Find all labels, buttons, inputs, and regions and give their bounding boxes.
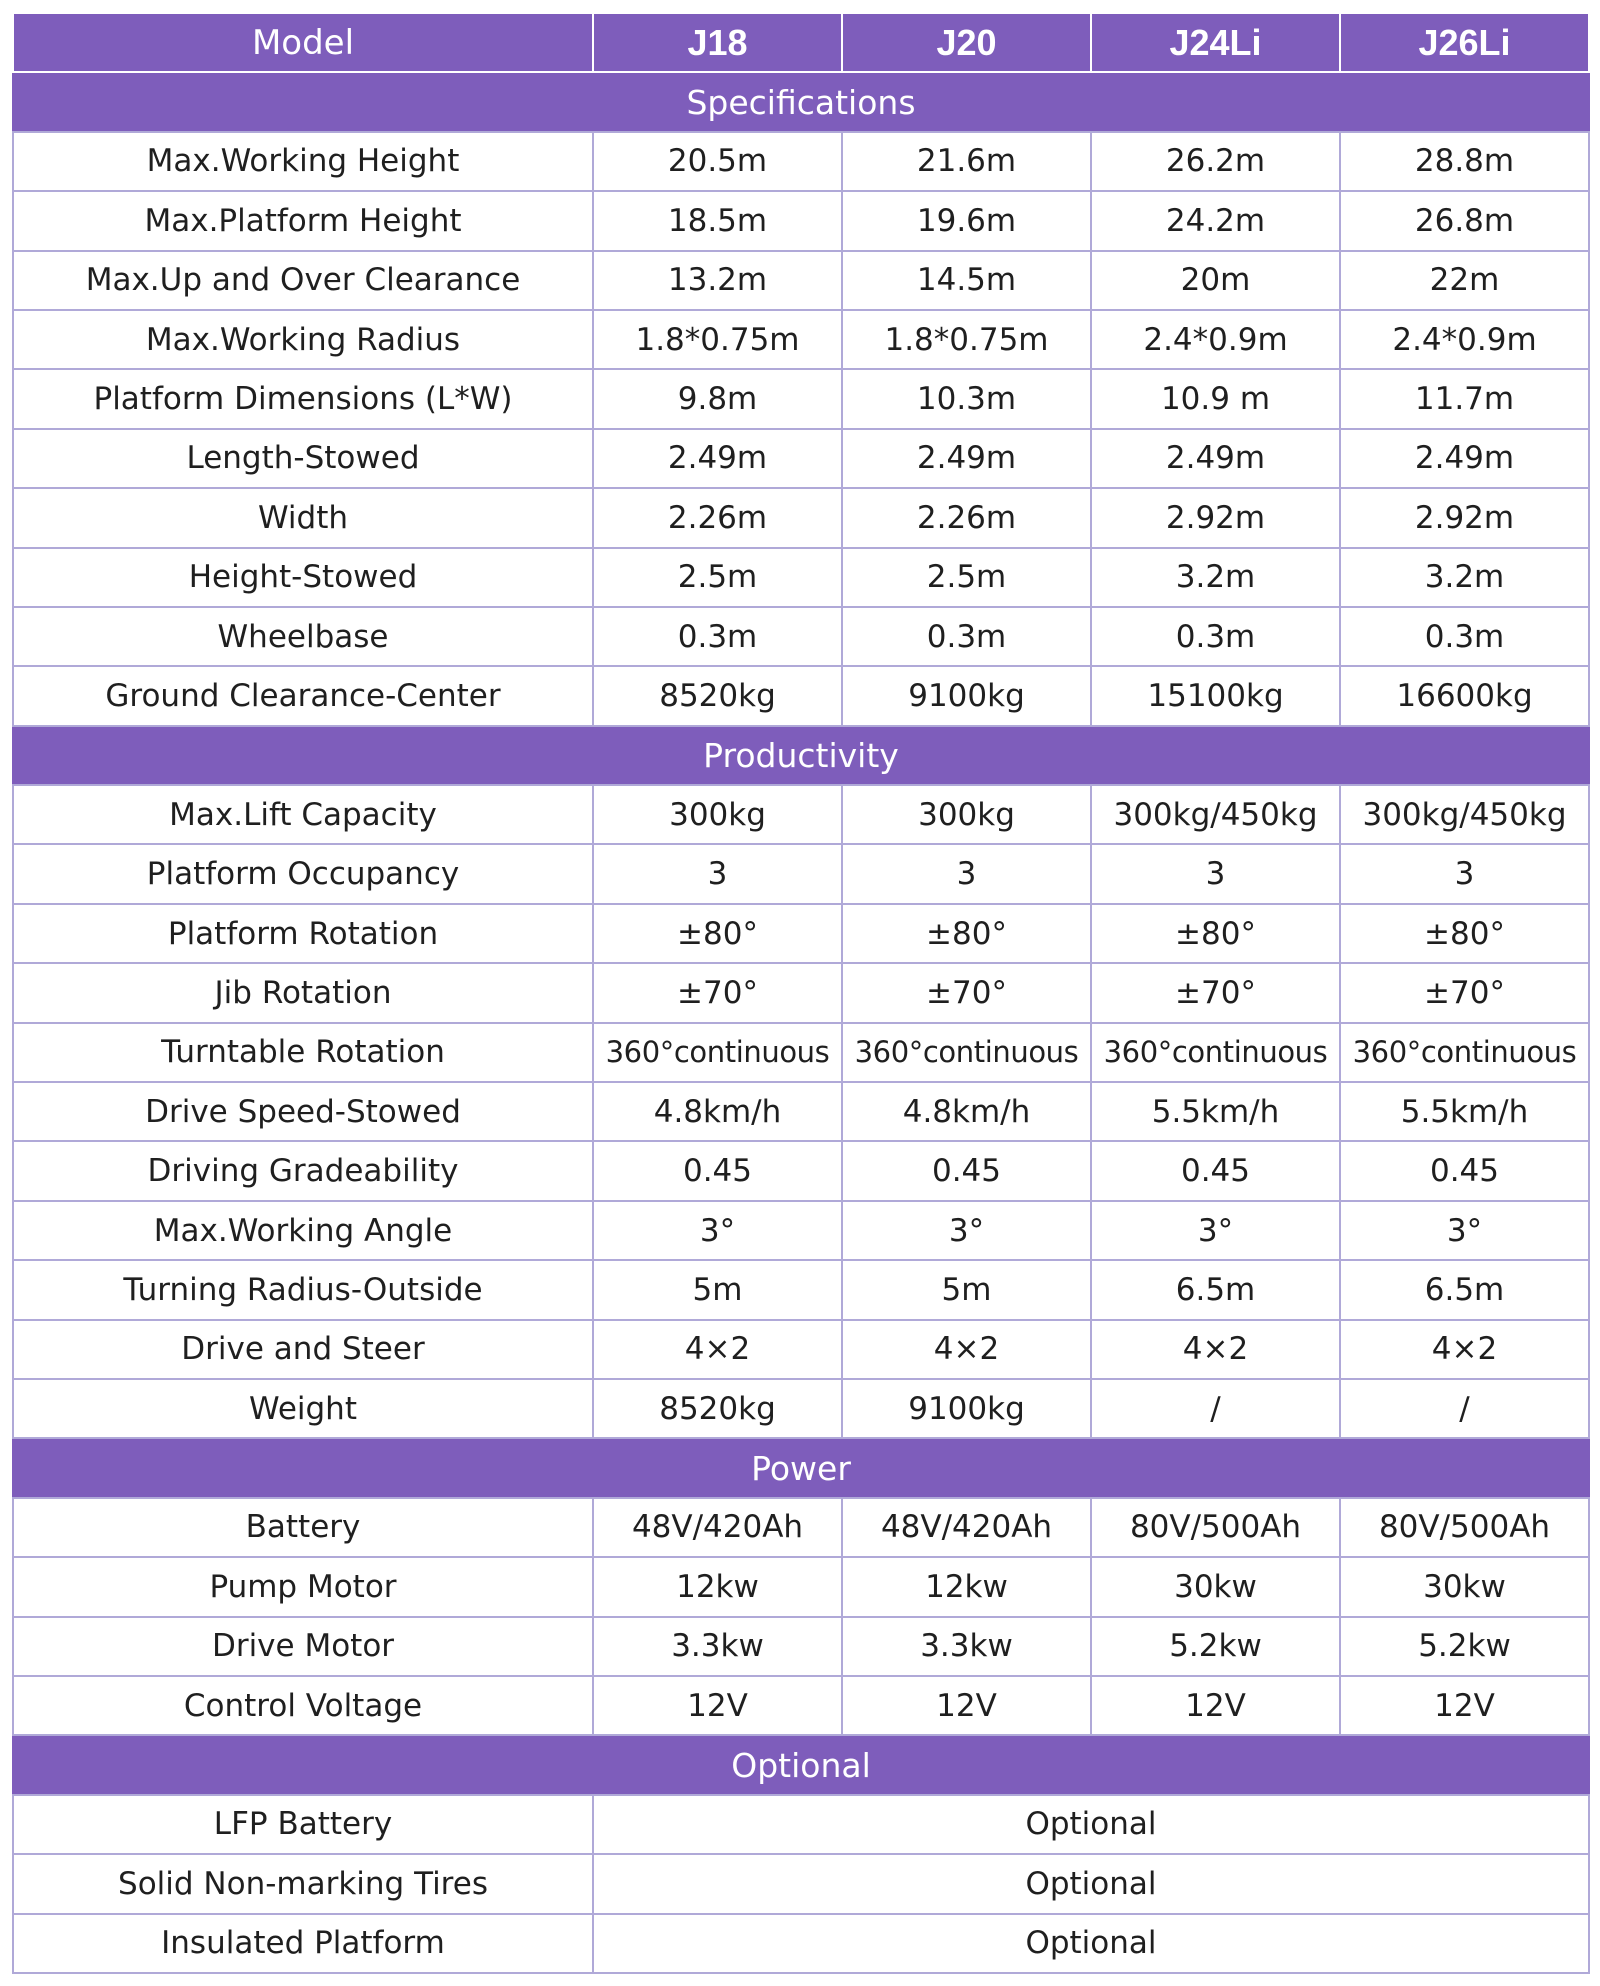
row-value-j24li: 3.2m [1091, 548, 1340, 607]
section-header-productivity [13, 726, 1589, 785]
row-label: Control Voltage [13, 1676, 593, 1735]
row-value-j26li: 5.5km/h [1340, 1082, 1589, 1141]
table-row [13, 904, 1589, 963]
row-value-j26li: 30kw [1340, 1557, 1589, 1616]
section-header-power [13, 1438, 1589, 1497]
row-value-j26li: 2.49m [1340, 429, 1589, 488]
row-value-j26li: 3 [1340, 844, 1589, 903]
row-value-j18: 3° [593, 1201, 842, 1260]
section-header-specifications [13, 72, 1589, 131]
row-value-j20: 9100kg [842, 666, 1091, 725]
row-value-j24li: 80V/500Ah [1091, 1498, 1340, 1557]
table-row [13, 1617, 1589, 1676]
row-value-j26li: 4×2 [1340, 1320, 1589, 1379]
row-value-j18: 0.45 [593, 1141, 842, 1200]
row-value-j18: 0.3m [593, 607, 842, 666]
table-row [13, 785, 1589, 844]
row-value-j18: ±80° [593, 904, 842, 963]
row-value-j20: 300kg [842, 785, 1091, 844]
row-value-j20: ±80° [842, 904, 1091, 963]
row-value-j24li: 2.4*0.9m [1091, 310, 1340, 369]
row-label: Max.Working Radius [13, 310, 593, 369]
row-value-j24li: 5.2kw [1091, 1617, 1340, 1676]
row-value-j24li: 300kg/450kg [1091, 785, 1340, 844]
row-value-j18: 2.5m [593, 548, 842, 607]
row-value-j26li: 28.8m [1340, 132, 1589, 191]
row-value-j20: ±70° [842, 963, 1091, 1022]
table-row [13, 132, 1589, 191]
section-title: Productivity [13, 726, 1589, 785]
row-value: Optional [593, 1914, 1589, 1974]
row-value-j26li: 2.92m [1340, 488, 1589, 547]
row-value-j26li: 3° [1340, 1201, 1589, 1260]
row-value-j26li: ±80° [1340, 904, 1589, 963]
row-value-j24li: 0.45 [1091, 1141, 1340, 1200]
header-row [13, 13, 1589, 72]
row-value-j20: 0.45 [842, 1141, 1091, 1200]
row-label: Platform Dimensions (L*W) [13, 369, 593, 428]
row-value-j20: 12kw [842, 1557, 1091, 1616]
row-label: Driving Gradeability [13, 1141, 593, 1200]
table-row [13, 548, 1589, 607]
table-row [13, 844, 1589, 903]
row-value-j24li: 3° [1091, 1201, 1340, 1260]
table-row [13, 191, 1589, 250]
row-value-j24li: 2.92m [1091, 488, 1340, 547]
row-value-j18: 20.5m [593, 132, 842, 191]
model-header: Model [13, 13, 593, 72]
row-value-j18: 4.8km/h [593, 1082, 842, 1141]
table-row [13, 963, 1589, 1022]
row-value-j26li: 22m [1340, 251, 1589, 310]
row-value-j18: 2.26m [593, 488, 842, 547]
row-value-j26li: 26.8m [1340, 191, 1589, 250]
row-value-j24li: 12V [1091, 1676, 1340, 1735]
table-row [13, 1201, 1589, 1260]
row-value-j26li: 11.7m [1340, 369, 1589, 428]
row-label: Wheelbase [13, 607, 593, 666]
row-value-j24li: 2.49m [1091, 429, 1340, 488]
table-row [13, 666, 1589, 725]
row-label: Length-Stowed [13, 429, 593, 488]
row-label: Max.Lift Capacity [13, 785, 593, 844]
row-value-j18: 360°continuous [593, 1023, 842, 1082]
row-value-j18: ±70° [593, 963, 842, 1022]
table-row [13, 1023, 1589, 1082]
model-header-j24li: J24Li [1091, 13, 1340, 72]
row-value-j24li: 24.2m [1091, 191, 1340, 250]
table-row [13, 369, 1589, 428]
table-row [13, 1320, 1589, 1379]
section-header-optional [13, 1735, 1589, 1794]
row-value-j18: 300kg [593, 785, 842, 844]
row-value-j20: 4.8km/h [842, 1082, 1091, 1141]
table-row [13, 1498, 1589, 1557]
row-value-j26li: 12V [1340, 1676, 1589, 1735]
row-value-j18: 5m [593, 1260, 842, 1319]
row-value-j18: 3 [593, 844, 842, 903]
row-value-j20: 3° [842, 1201, 1091, 1260]
row-value-j24li: 20m [1091, 251, 1340, 310]
row-value-j18: 18.5m [593, 191, 842, 250]
row-value-j20: 48V/420Ah [842, 1498, 1091, 1557]
row-value-j26li: 300kg/450kg [1340, 785, 1589, 844]
row-value-j18: 13.2m [593, 251, 842, 310]
row-value-j18: 2.49m [593, 429, 842, 488]
row-value-j20: 2.5m [842, 548, 1091, 607]
row-value-j20: 3 [842, 844, 1091, 903]
row-value-j20: 19.6m [842, 191, 1091, 250]
row-label: Width [13, 488, 593, 547]
table-row [13, 251, 1589, 310]
row-value-j20: 1.8*0.75m [842, 310, 1091, 369]
row-value-j24li: 15100kg [1091, 666, 1340, 725]
row-value-j24li: 360°continuous [1091, 1023, 1340, 1082]
row-value-j18: 8520kg [593, 1379, 842, 1438]
table-row [13, 1914, 1589, 1974]
row-value-j20: 21.6m [842, 132, 1091, 191]
row-label: Solid Non-marking Tires [13, 1854, 593, 1913]
row-value-j20: 2.49m [842, 429, 1091, 488]
row-label: Drive and Steer [13, 1320, 593, 1379]
section-title: Power [13, 1438, 1589, 1497]
row-value-j26li: 6.5m [1340, 1260, 1589, 1319]
row-value-j18: 9.8m [593, 369, 842, 428]
row-value-j20: 0.3m [842, 607, 1091, 666]
row-value: Optional [593, 1795, 1589, 1854]
table-row [13, 1795, 1589, 1854]
row-label: Insulated Platform [13, 1914, 593, 1974]
row-value-j18: 12V [593, 1676, 842, 1735]
row-value-j20: 5m [842, 1260, 1091, 1319]
row-value-j26li: 5.2kw [1340, 1617, 1589, 1676]
row-value-j24li: ±80° [1091, 904, 1340, 963]
row-label: Turntable Rotation [13, 1023, 593, 1082]
row-value-j18: 48V/420Ah [593, 1498, 842, 1557]
row-label: Drive Speed-Stowed [13, 1082, 593, 1141]
row-label: Platform Occupancy [13, 844, 593, 903]
spec-table [12, 12, 1590, 1974]
row-label: Ground Clearance-Center [13, 666, 593, 725]
row-label: Max.Up and Over Clearance [13, 251, 593, 310]
row-value: Optional [593, 1854, 1589, 1913]
row-value-j20: 2.26m [842, 488, 1091, 547]
row-value-j18: 8520kg [593, 666, 842, 725]
row-label: Platform Rotation [13, 904, 593, 963]
table-row [13, 607, 1589, 666]
table-row [13, 1260, 1589, 1319]
row-label: Weight [13, 1379, 593, 1438]
row-label: Battery [13, 1498, 593, 1557]
row-value-j18: 12kw [593, 1557, 842, 1616]
row-value-j26li: 3.2m [1340, 548, 1589, 607]
row-value-j20: 14.5m [842, 251, 1091, 310]
row-value-j18: 1.8*0.75m [593, 310, 842, 369]
row-label: LFP Battery [13, 1795, 593, 1854]
row-label: Max.Platform Height [13, 191, 593, 250]
row-value-j26li: 0.45 [1340, 1141, 1589, 1200]
table-row [13, 1676, 1589, 1735]
row-value-j18: 4×2 [593, 1320, 842, 1379]
row-label: Turning Radius-Outside [13, 1260, 593, 1319]
row-value-j24li: 3 [1091, 844, 1340, 903]
row-value-j24li: 26.2m [1091, 132, 1340, 191]
row-label: Max.Working Height [13, 132, 593, 191]
row-label: Height-Stowed [13, 548, 593, 607]
row-value-j24li: 4×2 [1091, 1320, 1340, 1379]
table-row [13, 488, 1589, 547]
table-row [13, 1082, 1589, 1141]
table-row [13, 1854, 1589, 1913]
section-title: Optional [13, 1735, 1589, 1794]
table-row [13, 1557, 1589, 1616]
row-value-j26li: ±70° [1340, 963, 1589, 1022]
row-label: Drive Motor [13, 1617, 593, 1676]
row-value-j24li: ±70° [1091, 963, 1340, 1022]
row-value-j24li: / [1091, 1379, 1340, 1438]
row-value-j24li: 5.5km/h [1091, 1082, 1340, 1141]
section-title: Specifications [13, 72, 1589, 131]
row-value-j20: 10.3m [842, 369, 1091, 428]
row-value-j26li: / [1340, 1379, 1589, 1438]
row-value-j24li: 10.9 m [1091, 369, 1340, 428]
row-label: Pump Motor [13, 1557, 593, 1616]
row-value-j20: 360°continuous [842, 1023, 1091, 1082]
row-value-j20: 12V [842, 1676, 1091, 1735]
row-value-j26li: 80V/500Ah [1340, 1498, 1589, 1557]
table-row [13, 429, 1589, 488]
row-value-j26li: 360°continuous [1340, 1023, 1589, 1082]
table-row [13, 1379, 1589, 1438]
row-value-j24li: 0.3m [1091, 607, 1340, 666]
model-header-j18: J18 [593, 13, 842, 72]
row-value-j18: 3.3kw [593, 1617, 842, 1676]
row-value-j20: 4×2 [842, 1320, 1091, 1379]
row-value-j26li: 2.4*0.9m [1340, 310, 1589, 369]
row-label: Jib Rotation [13, 963, 593, 1022]
spec-body [13, 72, 1589, 1973]
row-value-j24li: 30kw [1091, 1557, 1340, 1616]
row-value-j26li: 0.3m [1340, 607, 1589, 666]
row-value-j20: 9100kg [842, 1379, 1091, 1438]
row-value-j20: 3.3kw [842, 1617, 1091, 1676]
row-label: Max.Working Angle [13, 1201, 593, 1260]
model-header-j20: J20 [842, 13, 1091, 72]
row-value-j24li: 6.5m [1091, 1260, 1340, 1319]
table-row [13, 1141, 1589, 1200]
row-value-j26li: 16600kg [1340, 666, 1589, 725]
model-header-j26li: J26Li [1340, 13, 1589, 72]
table-row [13, 310, 1589, 369]
